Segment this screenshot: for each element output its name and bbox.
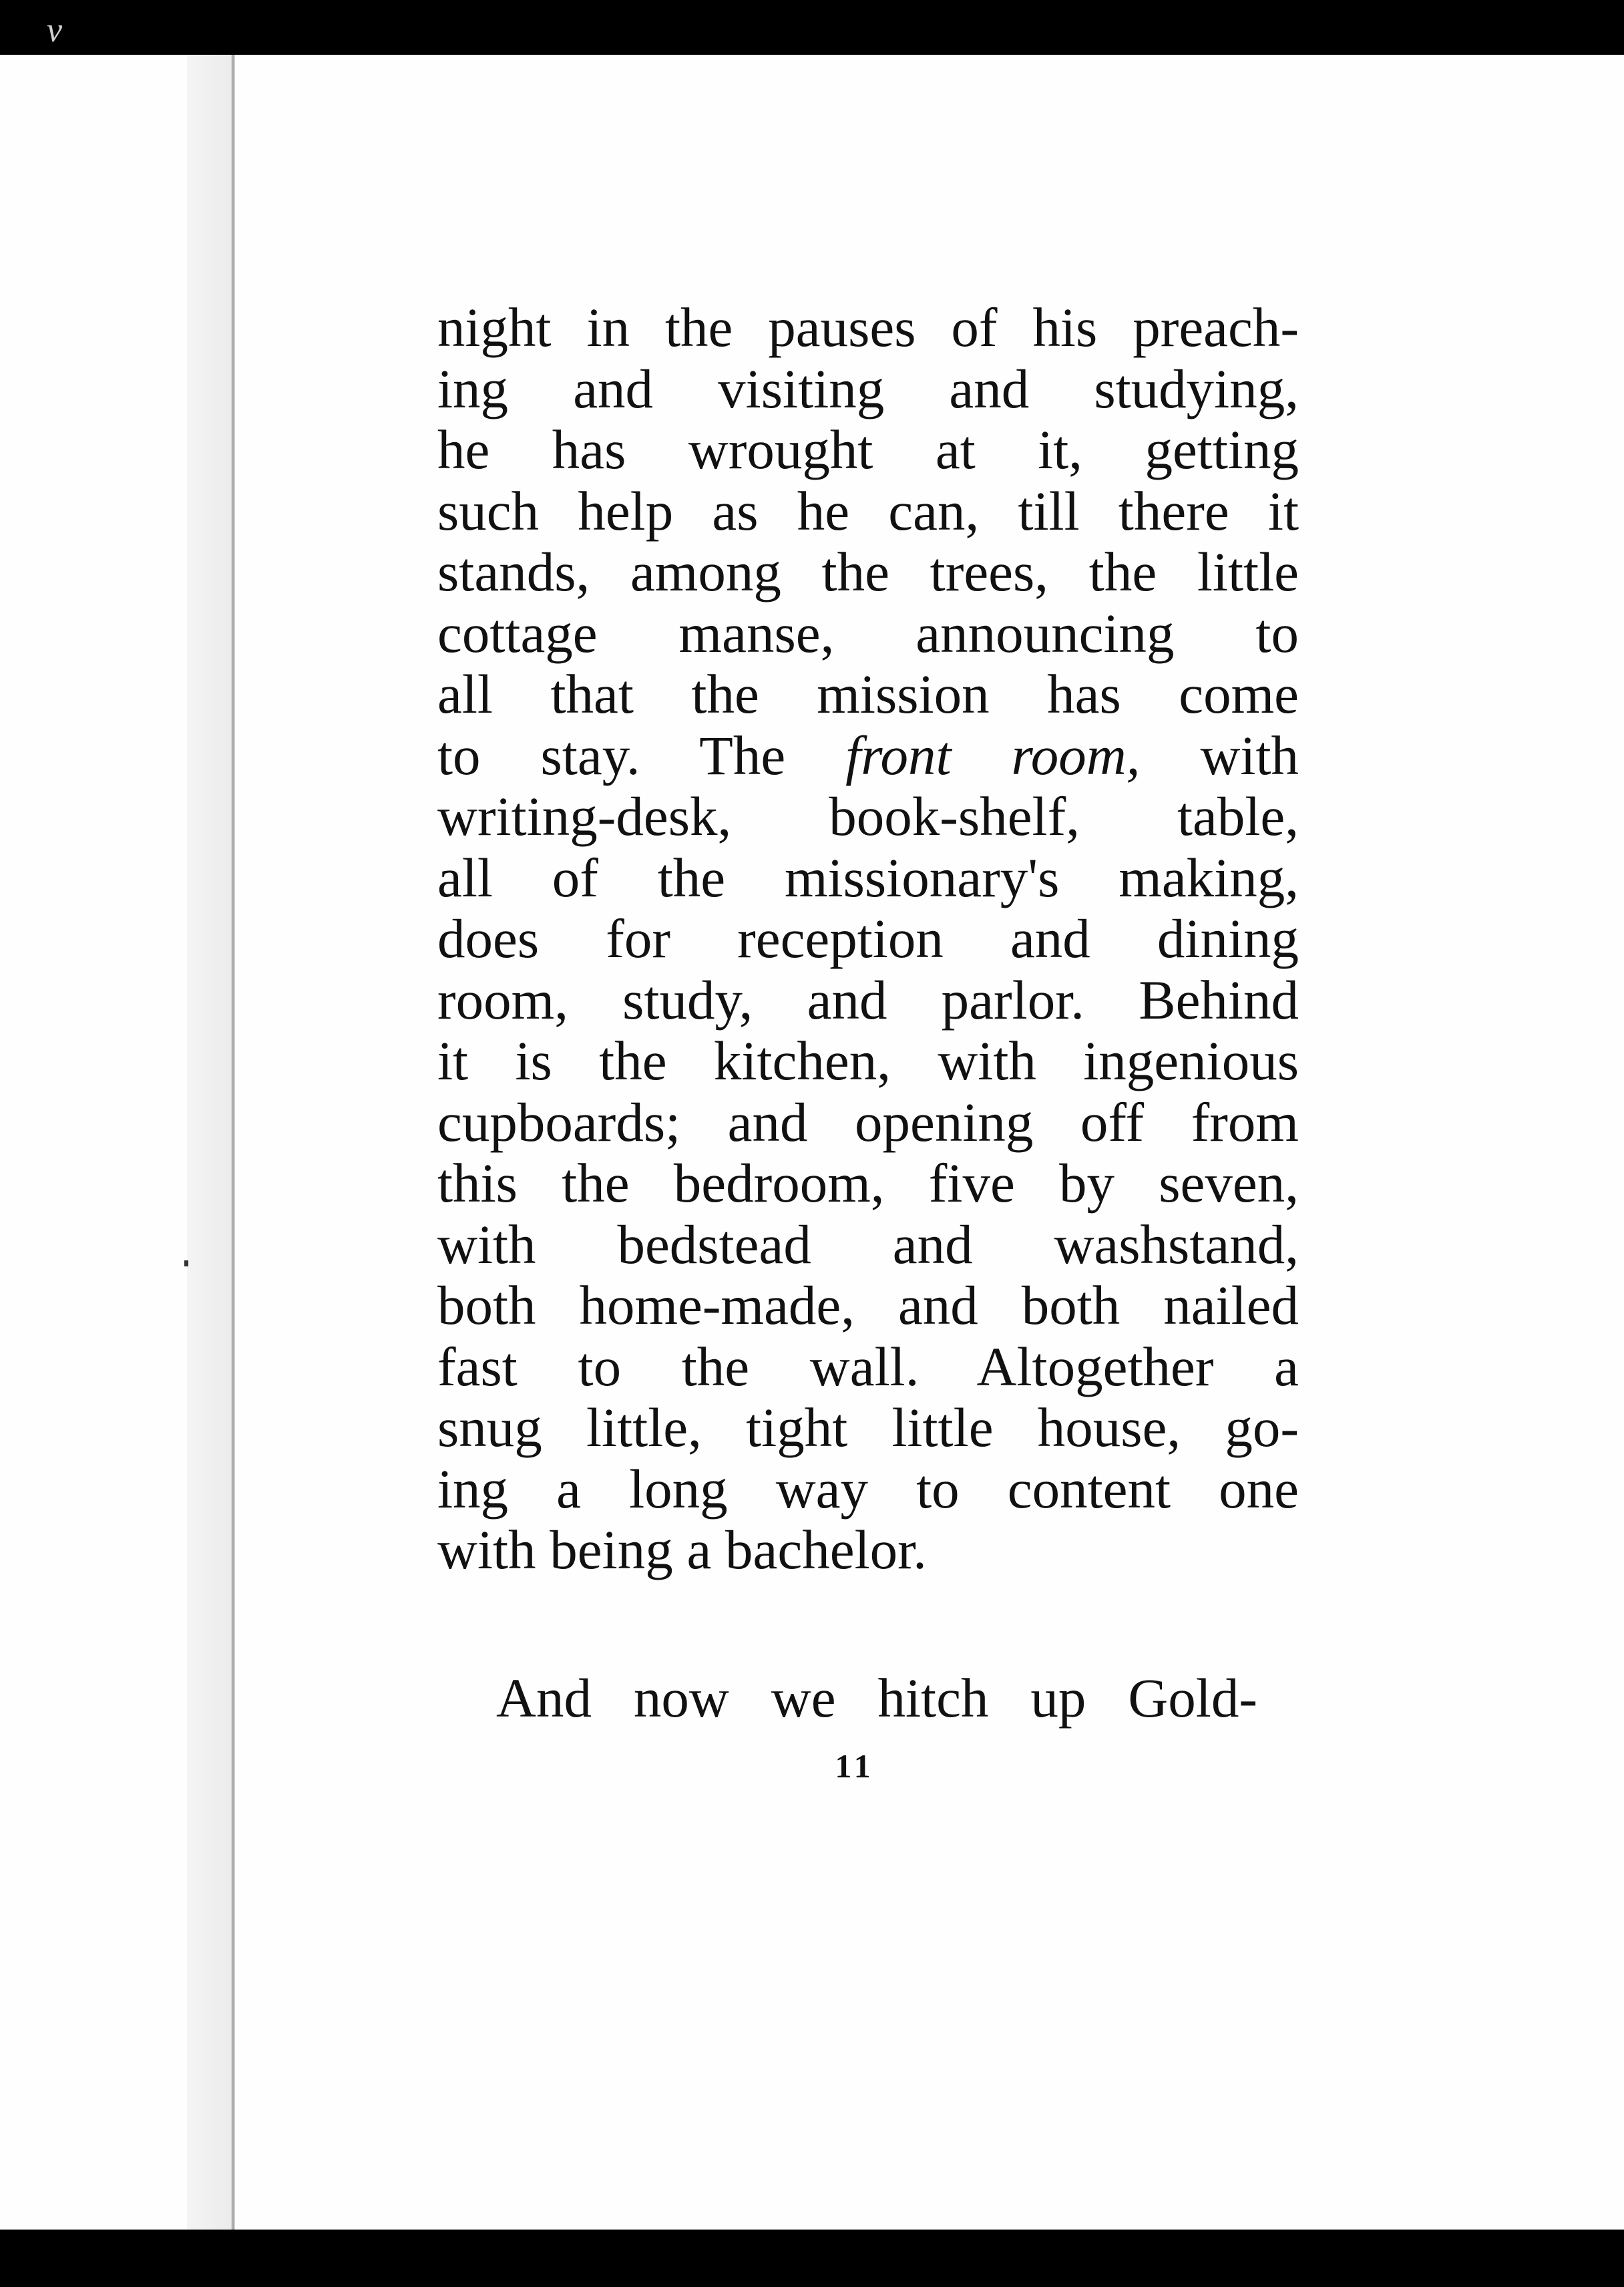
body-text [437, 297, 1299, 1729]
text-line: such help as he can, till there it [437, 480, 1299, 542]
text-line: this the bedroom, five by seven, [437, 1152, 1299, 1214]
text-line: with bedstead and washstand, [437, 1213, 1299, 1275]
text-segment: with [1200, 724, 1299, 786]
text-line: room, study, and parlor. Behind [437, 969, 1299, 1031]
italic-phrase: front room, [845, 724, 1141, 786]
gutter-shadow [187, 55, 231, 2230]
text-line: snug little, tight little house, go- [437, 1397, 1299, 1458]
text-line-with-italic [437, 725, 1299, 787]
text-line: ing a long way to content one [437, 1457, 1299, 1520]
text-line: all of the missionary's making, [437, 846, 1299, 908]
closing-line: And now we hitch up Gold- [496, 1666, 1257, 1729]
text-segment: to stay. The [437, 724, 786, 786]
text-line: he has wrought at it, getting [437, 419, 1299, 480]
binding-edge [231, 55, 235, 2230]
text-line: writing-desk, book-shelf, table, [437, 785, 1299, 847]
text-line: ing and visiting and studying, [437, 357, 1299, 419]
scan-border-bottom [0, 2230, 1624, 2287]
text-line: with being a bachelor. [437, 1519, 927, 1580]
page-number: 11 [835, 1747, 875, 1785]
margin-speck [184, 1260, 188, 1266]
text-line: cottage manse, announcing to [437, 602, 1299, 664]
text-line: all that the mission has come [437, 663, 1299, 725]
text-line: cupboards; and opening off from [437, 1091, 1299, 1153]
text-line: night in the pauses of his preach- [437, 297, 1299, 358]
text-line: stands, among the trees, the little [437, 541, 1299, 602]
scan-border-top [0, 0, 1624, 55]
text-line: it is the kitchen, with ingenious [437, 1030, 1299, 1091]
corner-mark: v [47, 11, 63, 49]
text-line: does for reception and dining [437, 908, 1299, 969]
text-line: fast to the wall. Altogether a [437, 1335, 1299, 1397]
text-line: both home-made, and both nailed [437, 1274, 1299, 1336]
